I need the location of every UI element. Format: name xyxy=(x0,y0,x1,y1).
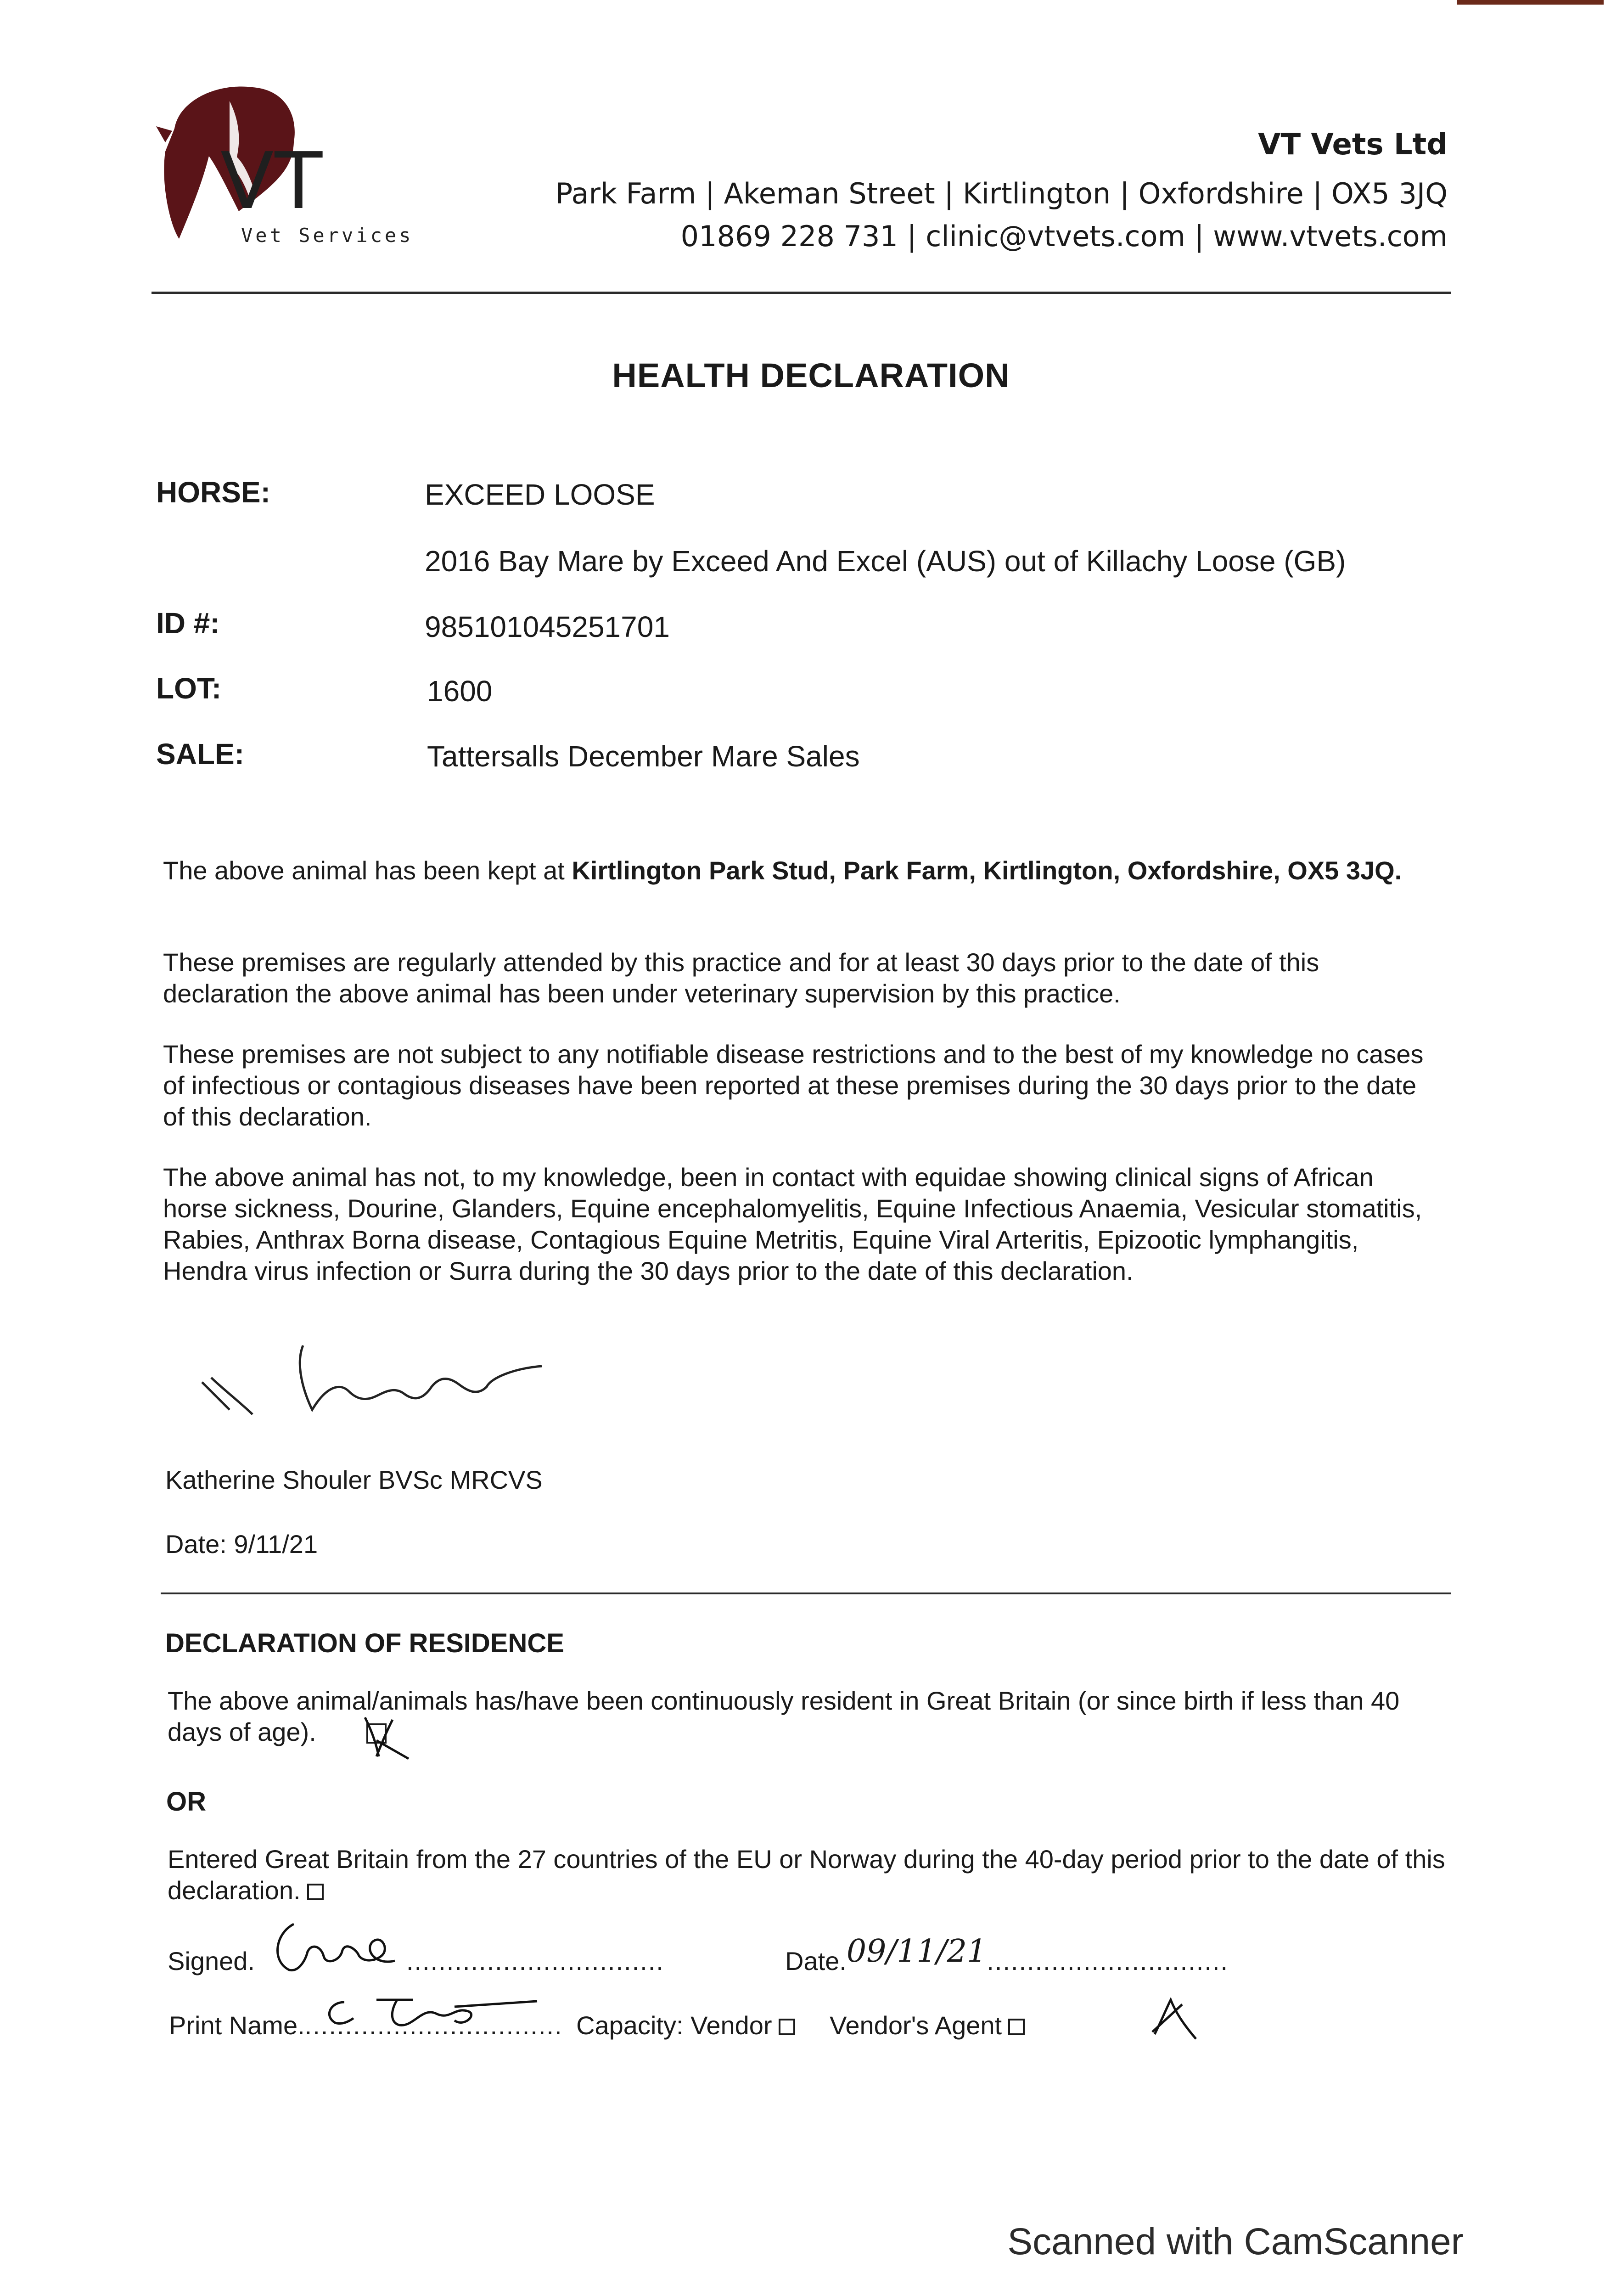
section-divider xyxy=(161,1593,1451,1594)
premises-address: Kirtlington Park Stud, Park Farm, Kirtlington, Oxfordshire, OX5 3JQ. xyxy=(572,856,1402,885)
date-dots: .............................. xyxy=(987,1947,1229,1975)
sale-value: Tattersalls December Mare Sales xyxy=(427,740,860,773)
date-label: Date. xyxy=(785,1947,847,1975)
lot-value: 1600 xyxy=(427,675,493,708)
lot-label: LOT: xyxy=(156,672,222,705)
company-contact: 01869 228 731 | clinic@vtvets.com | www.vtvets.com xyxy=(680,219,1448,253)
horse-pedigree: 2016 Bay Mare by Exceed And Excel (AUS) out of Killachy Loose (GB) xyxy=(425,545,1346,578)
scan-edge-artifact xyxy=(1457,0,1604,5)
owner-signature-image xyxy=(262,1906,413,1979)
vendors-agent-cross-mark-icon xyxy=(1145,1995,1201,2041)
residence-heading: DECLARATION OF RESIDENCE xyxy=(165,1628,564,1658)
horse-label: HORSE: xyxy=(156,476,270,509)
print-name-line xyxy=(169,2010,1025,2040)
option2-checkbox[interactable] xyxy=(307,1884,324,1900)
logo-subtitle: Vet Services xyxy=(241,224,414,247)
company-address: Park Farm | Akeman Street | Kirtlington | Oxfordshire | OX5 3JQ xyxy=(555,177,1448,210)
capacity-label: Capacity: Vendor xyxy=(576,2011,772,2040)
date-line xyxy=(785,1933,1229,1978)
vendors-agent-checkbox[interactable] xyxy=(1008,2019,1025,2035)
print-name-label: Print Name. xyxy=(169,2011,305,2040)
print-name-handwriting-image xyxy=(317,1988,546,2039)
signed-dots: ................................ xyxy=(406,1947,664,1975)
premises-paragraph xyxy=(163,855,1444,886)
id-label: ID #: xyxy=(156,607,220,640)
residence-option-2 xyxy=(168,1844,1448,1906)
premises-prefix: The above animal has been kept at xyxy=(163,856,572,885)
vet-signature-image xyxy=(193,1332,569,1424)
company-name: VT Vets Ltd xyxy=(1257,128,1448,162)
vet-name: Katherine Shouler BVSc MRCVS xyxy=(165,1465,543,1494)
or-label: OR xyxy=(166,1787,206,1817)
residence-option-2-text: Entered Great Britain from the 27 countries of the EU or Norway during the 40-day period prior to the date of this declaration. xyxy=(168,1845,1445,1905)
horse-name: EXCEED LOOSE xyxy=(425,478,655,511)
option1-cross-mark-icon xyxy=(358,1713,413,1763)
scanner-watermark: Scanned with CamScanner xyxy=(1007,2221,1464,2262)
vendors-agent-label: Vendor's Agent xyxy=(830,2011,1002,2040)
residence-option-1-text: The above animal/animals has/have been continuously resident in Great Britain (or since birth if less than 40 days of age). xyxy=(168,1686,1400,1746)
print-name-dots: ................................ xyxy=(304,2011,563,2040)
vet-date: Date: 9/11/21 xyxy=(165,1530,318,1559)
sale-label: SALE: xyxy=(156,737,244,771)
signed-label: Signed. xyxy=(168,1947,255,1975)
supervision-paragraph: These premises are regularly attended by this practice and for at least 30 days prior to the date of this declaration the above animal has been under veterinary supervision by this practice. xyxy=(163,948,1319,1008)
logo-text: VT xyxy=(220,136,324,227)
page-title: HEALTH DECLARATION xyxy=(612,356,1010,394)
header-divider xyxy=(152,292,1451,294)
disease-contact-paragraph: The above animal has not, to my knowledge, been in contact with equidae showing clinical signs of African horse sickness, Dourine, Glanders, Equine encephalomyelitis, Equine Infectious Anaemia, Vesicular stomatitis, Rabies, Anthrax Borna disease, Contagious Equine Metritis, Equine Viral Arteritis, Epizootic lymphangitis, Hendra virus infection or Surra during the 30 days prior to the date of this declaration. xyxy=(163,1163,1422,1285)
id-value: 985101045251701 xyxy=(425,610,670,643)
vendor-checkbox[interactable] xyxy=(779,2019,795,2035)
restrictions-paragraph: These premises are not subject to any notifiable disease restrictions and to the best of my knowledge no cases of infectious or contagious diseases have been reported at these premises during the 30 days prior to the date of this declaration. xyxy=(163,1040,1424,1131)
handwritten-date: 09/11/21 xyxy=(846,1933,987,1970)
signed-line xyxy=(168,1946,664,1976)
